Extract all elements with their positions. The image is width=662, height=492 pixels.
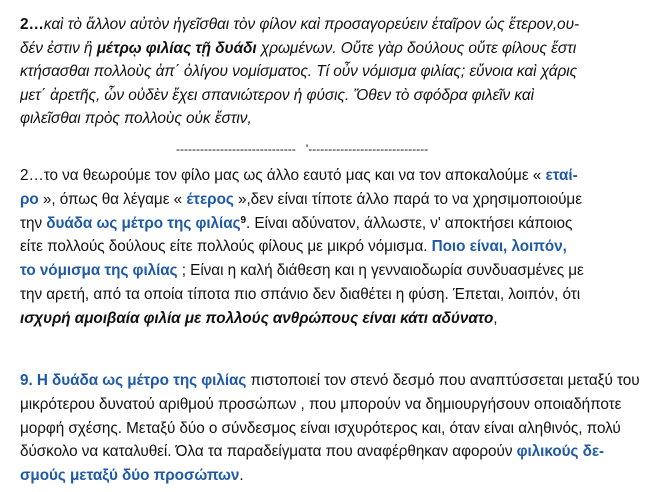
- highlight-term: φιλικούς δε-: [516, 443, 605, 461]
- greek-text: κτήσασθαι πολλοὺς ἀπ΄ ὀλίγου νομίσματος. Τί οὖν νόμισμα φιλίας; εὔνοια καὶ χάρις: [20, 63, 578, 81]
- translation-line-7: [20, 307, 644, 331]
- footnote-line-5: [20, 464, 644, 488]
- footnote-9: [20, 369, 644, 488]
- ancient-greek-passage: [20, 13, 644, 131]
- footnote-text: μικρότερου δυνατού αριθμού προσώπων , που μπορούν να δημιουργήσουν οποιαδήποτε: [20, 395, 622, 413]
- footnote-line-3: [20, 417, 644, 441]
- greek-text: καὶ τὸ ἄλλον αὐτὸν ἡγεῖσθαι τὸν φίλον καὶ προσαγορεύειν ἑταῖρον ὡς ἕτερον,ου-: [43, 16, 580, 33]
- translation-text: 2…το να θεωρούμε τον φίλο μας ως άλλο εαυτό μας και να τον αποκαλούμε «: [20, 167, 546, 184]
- greek-text: φιλεῖσθαι πρὸς πολλοὺς οὐκ ἔστιν,: [20, 110, 252, 128]
- footnote-text: δύσκολο να καταλυθεί. Όλα τα παραδείγματα που αναφέρθηκαν αφορούν: [20, 443, 517, 461]
- highlight-term: έτερος: [186, 190, 234, 208]
- separator-mark: ': [295, 142, 309, 156]
- greek-line-5: [20, 107, 644, 131]
- separator-dashes-right: ------------------------------: [308, 142, 429, 156]
- translation-text: ,: [493, 309, 498, 327]
- translation-line-1: [20, 164, 644, 188]
- greek-text: μετ΄ ἀρετῆς, ὧν οὐδὲν ἔχει σπανιώτερον ἡ φύσις. Ὅθεν τὸ σφόδρα φιλεῖν καὶ: [20, 86, 534, 104]
- translation-text: »,δεν είναι τίποτε άλλο παρά το να χρησιμοποιούμε: [233, 190, 582, 208]
- emphasis-text: ισχυρή αμοιβαία φιλία με πολλούς ανθρώπους είναι κάτι αδύνατο: [20, 309, 494, 327]
- translation-line-5: [20, 259, 644, 283]
- separator-line: [176, 141, 506, 157]
- translation-text: », όπως θα λέγαμε «: [38, 190, 187, 208]
- translation-text: την: [20, 214, 47, 232]
- greek-emphasis: μέτρῳ φιλίας τῇ δυάδι: [96, 39, 257, 57]
- translation-line-6: [20, 283, 644, 307]
- passage-number: 2…: [20, 16, 44, 33]
- translation-text: ; Είναι η καλή διάθεση και η γενναιοδωρία συνδυασμένες με: [177, 262, 584, 280]
- highlight-term: σμούς μεταξύ δύο προσώπων: [20, 467, 240, 485]
- highlight-term: ρο: [20, 190, 39, 208]
- greek-line-1: [20, 13, 644, 37]
- footnote-reference[interactable]: 9: [240, 214, 246, 226]
- modern-greek-translation: [20, 164, 644, 331]
- translation-line-2: [20, 188, 644, 212]
- translation-text: . Είναι αδύνατον, άλλωστε, ν' αποκτήσει κάποιος: [246, 214, 573, 232]
- highlight-term: Ποιο είναι, λοιπόν,: [431, 238, 567, 256]
- footnote-text: μορφή σχέσης. Μεταξύ δύο ο σύνδεσμος είναι ισχυρότερος και, όταν είναι αληθινός, πολύ: [20, 419, 621, 437]
- translation-text: είτε πολλούς δούλους είτε πολλούς φίλους με μικρό νόμισμα.: [20, 238, 432, 256]
- greek-text: δέν ἐστιν ἢ: [20, 39, 97, 57]
- footnote-text: πιστοποιεί τον στενό δεσμό που αναπτύσσεται μεταξύ του: [246, 372, 640, 389]
- greek-line-3: [20, 60, 644, 84]
- greek-line-4: [20, 84, 644, 108]
- translation-line-3: [20, 212, 644, 236]
- highlight-term: εταί-: [545, 167, 578, 184]
- highlight-term: δυάδα ως μέτρο της φιλίας: [46, 214, 241, 232]
- highlight-term: το νόμισμα της φιλίας: [20, 262, 178, 280]
- translation-text: την αρετή, από τα οποία τίποτα πιο σπάνιο δεν διαθέτει η φύση. Έπεται, λοιπόν, ότι: [20, 285, 581, 303]
- footnote-line-2: [20, 393, 644, 417]
- footnote-heading: 9. Η δυάδα ως μέτρο της φιλίας: [20, 372, 247, 389]
- footnote-text: .: [239, 467, 244, 485]
- translation-line-4: [20, 235, 644, 259]
- footnote-line-4: [20, 440, 644, 464]
- greek-text: χρωμένων. Οὔτε γὰρ δούλους οὔτε φίλους ἔστι: [256, 39, 577, 57]
- footnote-line-1: [20, 369, 644, 393]
- separator-dashes-left: ------------------------------: [176, 142, 296, 156]
- greek-line-2: [20, 37, 644, 61]
